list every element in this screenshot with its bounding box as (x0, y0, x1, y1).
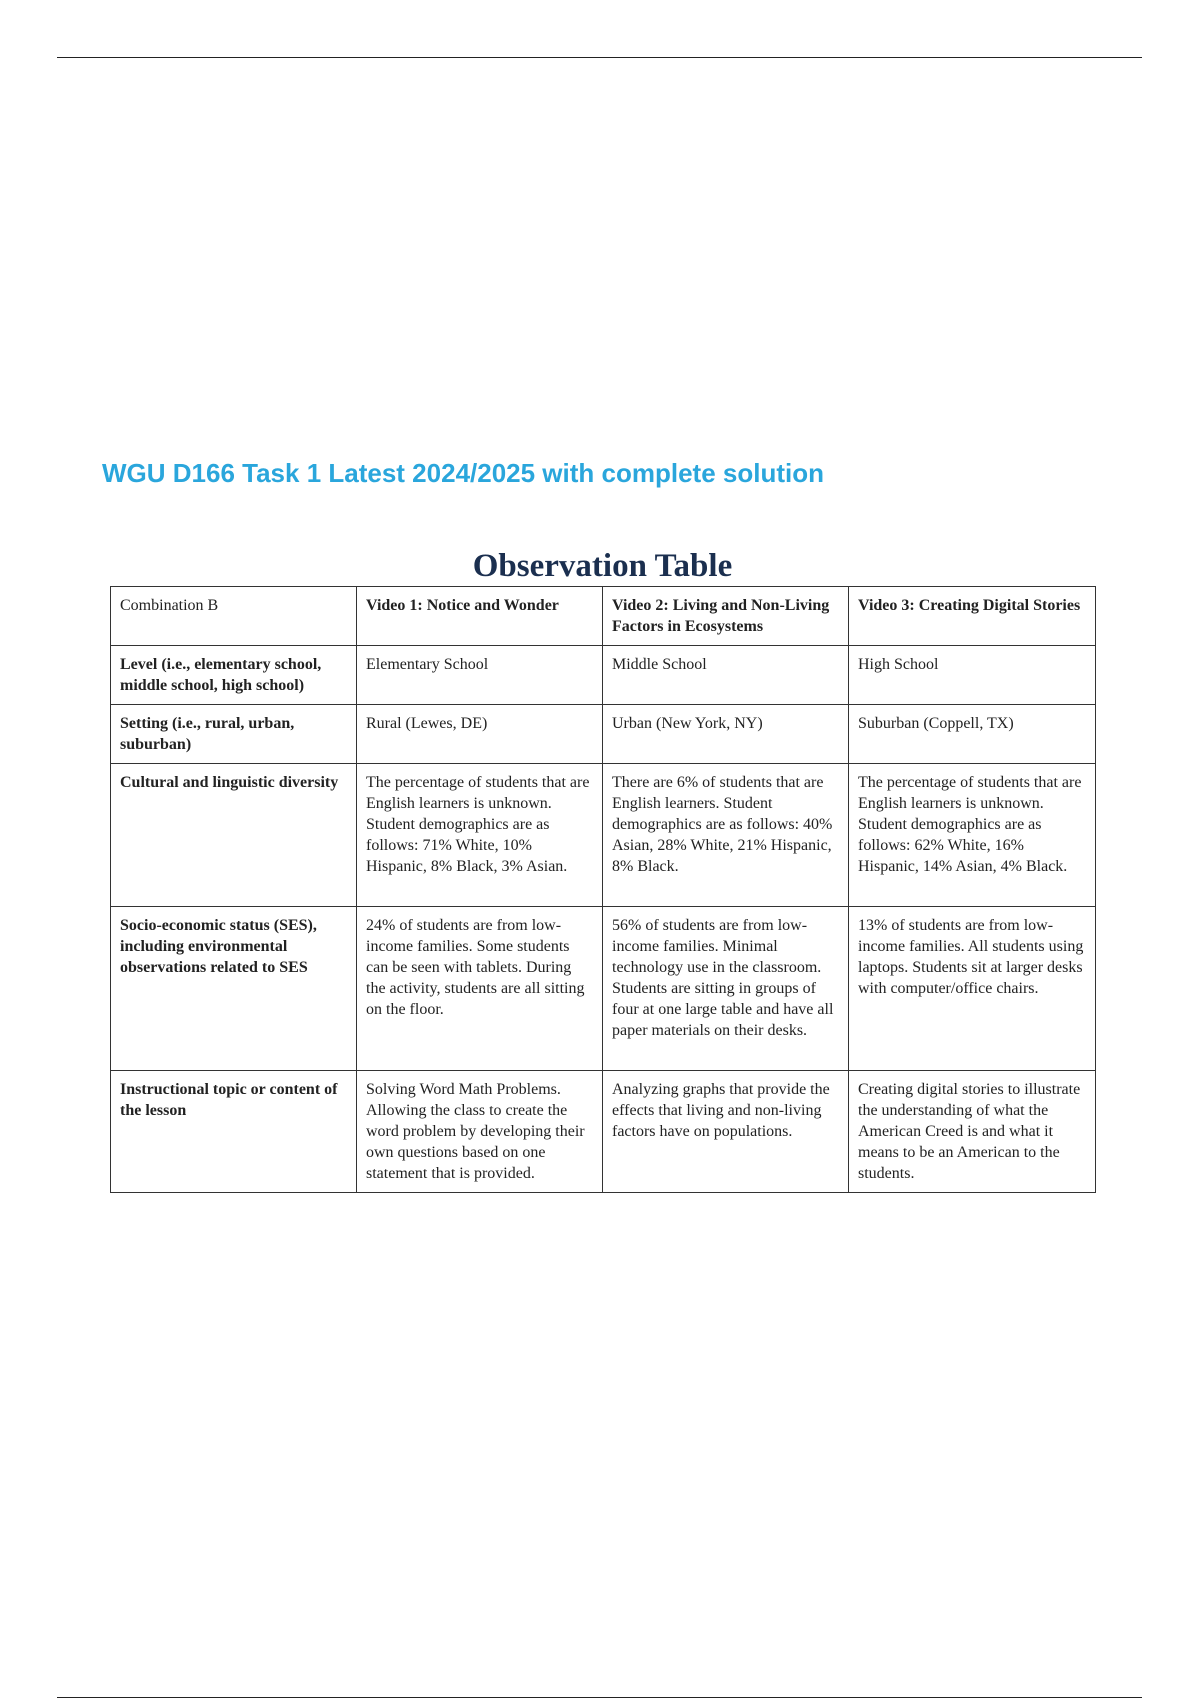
cell-topic-video-2: Analyzing graphs that provide the effects that living and non-living factors have on populations. (603, 1071, 849, 1193)
document-title: WGU D166 Task 1 Latest 2024/2025 with complete solution (102, 458, 824, 488)
header-cell-video-2: Video 2: Living and Non-Living Factors in Ecosystems (603, 587, 849, 646)
table-row-diversity (111, 764, 1096, 907)
cell-ses-video-3: 13% of students are from low-income families. All students using laptops. Students sit at larger desks with computer/office chairs. (849, 907, 1096, 1071)
cell-setting-video-3: Suburban (Coppell, TX) (849, 705, 1096, 764)
header-cell-video-3: Video 3: Creating Digital Stories (849, 587, 1096, 646)
table-row-level (111, 646, 1096, 705)
bottom-rule (57, 1697, 1142, 1698)
header-cell-combination: Combination B (111, 587, 357, 646)
row-label-setting: Setting (i.e., rural, urban, suburban) (111, 705, 357, 764)
cell-level-video-3: High School (849, 646, 1096, 705)
cell-setting-video-1: Rural (Lewes, DE) (357, 705, 603, 764)
row-label-level: Level (i.e., elementary school, middle school, high school) (111, 646, 357, 705)
table-heading: Observation Table (472, 548, 733, 584)
cell-diversity-video-2: There are 6% of students that are English learners. Student demographics are as follows: 40% Asian, 28% White, 21% Hispanic, 8% Black. (603, 764, 849, 907)
cell-setting-video-2: Urban (New York, NY) (603, 705, 849, 764)
table-row-ses (111, 907, 1096, 1071)
table-row-topic (111, 1071, 1096, 1193)
cell-topic-video-3: Creating digital stories to illustrate the understanding of what the American Creed is and what it means to be an American to the students. (849, 1071, 1096, 1193)
table-row-setting (111, 705, 1096, 764)
observation-table (110, 586, 1096, 1193)
row-label-diversity: Cultural and linguistic diversity (111, 764, 357, 907)
row-label-ses: Socio-economic status (SES), including environmental observations related to SES (111, 907, 357, 1071)
header-cell-video-1: Video 1: Notice and Wonder (357, 587, 603, 646)
top-rule (57, 57, 1142, 58)
cell-topic-video-1: Solving Word Math Problems. Allowing the class to create the word problem by developing their own questions based on one statement that is provided. (357, 1071, 603, 1193)
cell-ses-video-2: 56% of students are from low-income families. Minimal technology use in the classroom. Students are sitting in groups of four at one large table and have all paper materials on their desks. (603, 907, 849, 1071)
table-header-row (111, 587, 1096, 646)
cell-ses-video-1: 24% of students are from low-income families. Some students can be seen with tablets. During the activity, students are all sitting on the floor. (357, 907, 603, 1071)
cell-diversity-video-3: The percentage of students that are English learners is unknown. Student demographics are as follows: 62% White, 16% Hispanic, 14% Asian, 4% Black. (849, 764, 1096, 907)
cell-level-video-2: Middle School (603, 646, 849, 705)
cell-level-video-1: Elementary School (357, 646, 603, 705)
cell-diversity-video-1: The percentage of students that are English learners is unknown. Student demographics are as follows: 71% White, 10% Hispanic, 8% Black, 3% Asian. (357, 764, 603, 907)
row-label-topic: Instructional topic or content of the lesson (111, 1071, 357, 1193)
